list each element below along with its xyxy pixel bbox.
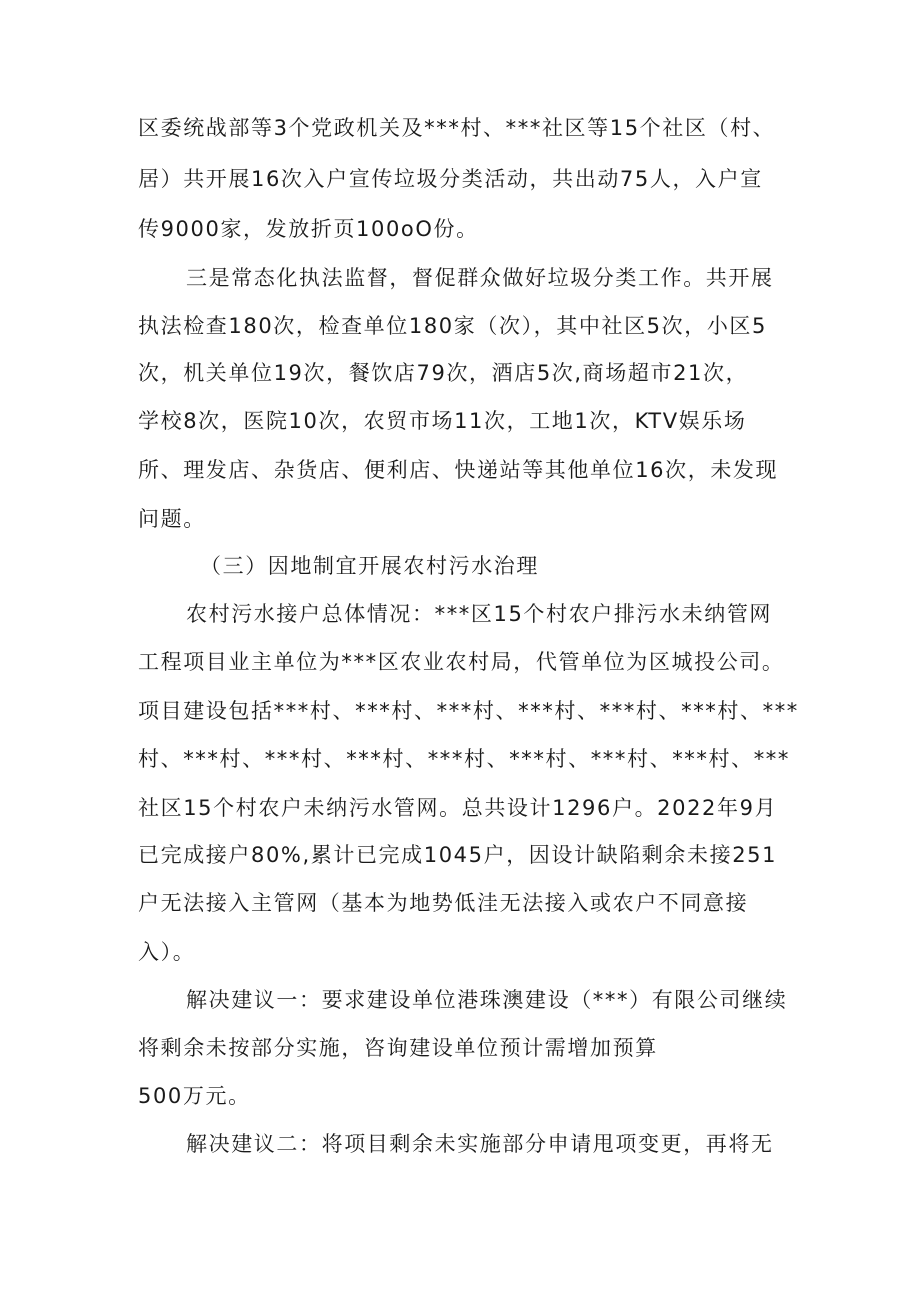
text-line: 项目建设包括***村、***村、***村、***村、***村、***村、*** [138, 699, 799, 723]
text-line: 学校8次，医院10次，农贸市场11次，工地1次，KTV娱乐场 [138, 409, 747, 433]
text-line: 已完成接户80%,累计已完成1045户，因设计缺陷剩余未接251 [138, 843, 778, 867]
text-line: 500万元。 [138, 1084, 251, 1108]
text-line: 执法检查180次，检查单位180家（次），其中社区5次，小区5 [138, 314, 767, 338]
text-line: 次，机关单位19次，餐饮店79次，酒店5次,商场超市21次， [138, 361, 749, 385]
text-line: 传9000家，发放折页100oO份。 [138, 217, 479, 241]
text-line: 社区15个村农户未纳污水管网。总共设计1296户。2022年9月 [138, 796, 778, 820]
text-line: 所、理发店、杂货店、便利店、快递站等其他单位16次，未发现 [138, 458, 779, 482]
text-line: 解决建议二：将项目剩余未实施部分申请甩项变更，再将无 [186, 1132, 774, 1156]
text-line: 入）。 [138, 940, 196, 964]
text-line: 区委统战部等3个党政机关及***村、***社区等15个社区（村、 [138, 116, 776, 140]
text-line: 工程项目业主单位为***区农业农村局，代管单位为区城投公司。 [138, 650, 785, 674]
text-line: 户无法接入主管网（基本为地势低洼无法接入或农户不同意接 [138, 891, 749, 915]
text-line: 三是常态化执法监督，督促群众做好垃圾分类工作。共开展 [186, 266, 774, 290]
section-heading: （三）因地制宜开展农村污水治理 [200, 554, 539, 578]
text-line: 问题。 [138, 507, 206, 531]
text-line: 将剩余未按部分实施，咨询建设单位预计需增加预算 [138, 1036, 658, 1060]
text-line: 农村污水接户总体情况：***区15个村农户排污水未纳管网 [186, 602, 773, 626]
text-line: 解决建议一：要求建设单位港珠澳建设（***）有限公司继续 [186, 988, 788, 1012]
text-line: 居）共开展16次入户宣传垃圾分类活动，共出动75人，入户宣 [138, 167, 763, 191]
text-line: 村、***村、***村、***村、***村、***村、***村、***村、*** [138, 747, 790, 771]
